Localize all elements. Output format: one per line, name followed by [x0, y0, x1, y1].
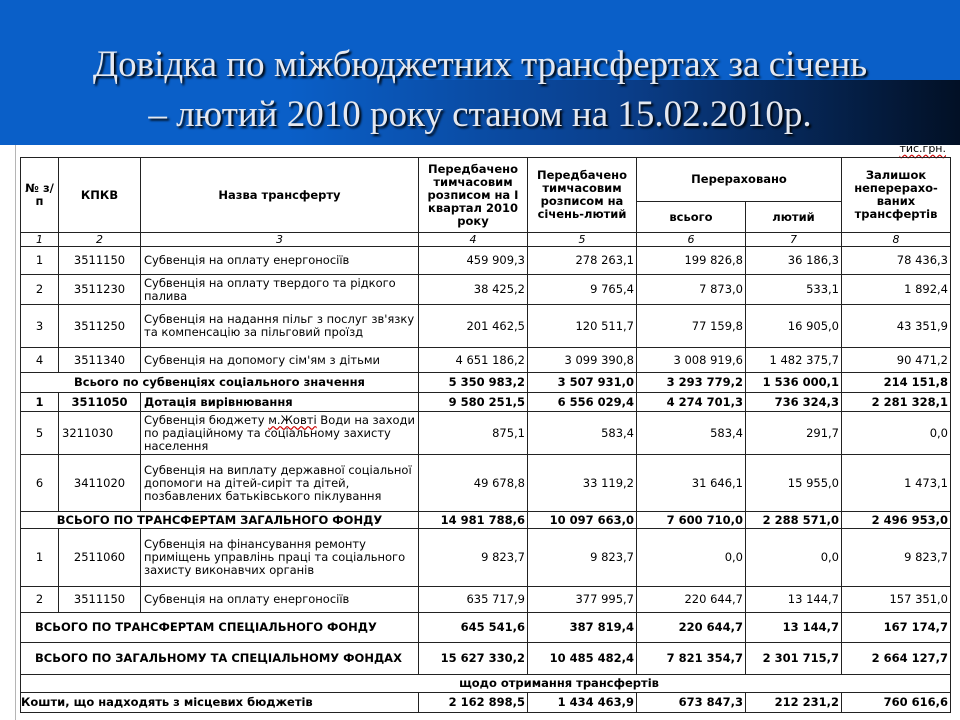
row-v6: 673 847,3 [637, 693, 746, 713]
section-row [21, 675, 951, 693]
row-v6: 7 821 354,7 [637, 643, 746, 675]
row-num: 5 [21, 412, 59, 455]
row-v8: 214 151,8 [842, 373, 951, 393]
col-number: 2 [59, 233, 141, 247]
row-v4: 15 627 330,2 [419, 643, 528, 675]
row-v8: 90 471,2 [842, 348, 951, 373]
table-row [21, 455, 951, 512]
row-v5: 9 823,7 [528, 529, 637, 587]
row-v6: 583,4 [637, 412, 746, 455]
row-v8: 78 436,3 [842, 247, 951, 275]
row-name: Субвенція на виплату державної соціальної допомоги на дітей-сиріт та дітей, позбавлених батьківського піклування [141, 455, 419, 512]
row-v4: 49 678,8 [419, 455, 528, 512]
row-v7: 212 231,2 [746, 693, 842, 713]
row-v4: 9 580 251,5 [419, 393, 528, 412]
row-v7: 1 482 375,7 [746, 348, 842, 373]
subtotal-label: Всього по субвенціях соціального значення [21, 373, 419, 393]
header-transferred: Перераховано [637, 158, 842, 202]
row-v7: 16 905,0 [746, 305, 842, 348]
row-v7: 736 324,3 [746, 393, 842, 412]
subtotal-row [21, 613, 951, 643]
subtotal-row [21, 373, 951, 393]
row-v4: 14 981 788,6 [419, 512, 528, 529]
row-v5: 377 995,7 [528, 587, 637, 613]
total-row [21, 643, 951, 675]
row-name: Субвенція на надання пільг з послуг зв'язку та компенсацію за пільговий проїзд [141, 305, 419, 348]
row-kpkv: 3511150 [59, 247, 141, 275]
row-v7: 13 144,7 [746, 613, 842, 643]
header-num: № з/п [21, 158, 59, 233]
row-kpkv: 3511050 [59, 393, 141, 412]
row-num: 4 [21, 348, 59, 373]
row-v4: 4 651 186,2 [419, 348, 528, 373]
row-v5: 3 099 390,8 [528, 348, 637, 373]
row-v7: 13 144,7 [746, 587, 842, 613]
row-v8: 1 473,1 [842, 455, 951, 512]
row-v4: 201 462,5 [419, 305, 528, 348]
row-v6: 3 293 779,2 [637, 373, 746, 393]
slide-header [0, 0, 960, 145]
table-row [21, 275, 951, 305]
row-v8: 0,0 [842, 412, 951, 455]
row-v4: 5 350 983,2 [419, 373, 528, 393]
header-kpkv: КПКВ [59, 158, 141, 233]
transfers-table [20, 157, 951, 713]
row-v7: 0,0 [746, 529, 842, 587]
row-name-part: Води на заходи по радіаційному та соціальному захисту населення [144, 412, 415, 453]
header-name: Назва трансферту [141, 158, 419, 233]
row-v7: 2 301 715,7 [746, 643, 842, 675]
row-v5: 10 485 482,4 [528, 643, 637, 675]
table-row [21, 305, 951, 348]
row-label: Кошти, що надходять з місцевих бюджетів [21, 693, 419, 713]
table-row [21, 393, 951, 412]
row-num: 6 [21, 455, 59, 512]
col-number: 8 [842, 233, 951, 247]
row-v6: 3 008 919,6 [637, 348, 746, 373]
row-kpkv: 3411020 [59, 455, 141, 512]
row-num: 1 [21, 529, 59, 587]
section-label: щодо отримання трансфертів [21, 675, 951, 693]
total-label: ВСЬОГО ПО ЗАГАЛЬНОМУ ТА СПЕЦІАЛЬНОМУ ФОНДАХ [21, 643, 419, 675]
row-v5: 278 263,1 [528, 247, 637, 275]
row-num: 1 [21, 393, 59, 412]
col-number: 1 [21, 233, 59, 247]
row-v8: 9 823,7 [842, 529, 951, 587]
row-name [141, 412, 419, 455]
table-row [21, 412, 951, 455]
slide-border [15, 145, 16, 720]
header-transferred-feb: лютий [746, 202, 842, 233]
row-v8: 760 616,6 [842, 693, 951, 713]
col-number: 7 [746, 233, 842, 247]
subtotal-label: ВСЬОГО ПО ТРАНСФЕРТАМ ЗАГАЛЬНОГО ФОНДУ [21, 512, 419, 529]
row-name: Субвенція на оплату твердого та рідкого палива [141, 275, 419, 305]
col-number: 3 [141, 233, 419, 247]
row-v6: 7 600 710,0 [637, 512, 746, 529]
header-plan-janfeb: Передбачено тимчасовим розписом на січень-лютий [528, 158, 637, 233]
row-v5: 387 819,4 [528, 613, 637, 643]
row-kpkv: 2511060 [59, 529, 141, 587]
row-v8: 2 496 953,0 [842, 512, 951, 529]
table-row [21, 348, 951, 373]
row-v8: 1 892,4 [842, 275, 951, 305]
row-v7: 533,1 [746, 275, 842, 305]
row-v4: 459 909,3 [419, 247, 528, 275]
row-v7: 291,7 [746, 412, 842, 455]
row-v7: 36 186,3 [746, 247, 842, 275]
row-name: Дотація вирівнювання [141, 393, 419, 412]
row-v6: 31 646,1 [637, 455, 746, 512]
row-v8: 157 351,0 [842, 587, 951, 613]
row-v6: 4 274 701,3 [637, 393, 746, 412]
row-name-spellcheck: м.Жовті [268, 412, 317, 427]
title-line-2: – лютий 2010 року станом на 15.02.2010р. [148, 94, 812, 135]
row-kpkv: 3511230 [59, 275, 141, 305]
col-number: 4 [419, 233, 528, 247]
row-v8: 2 281 328,1 [842, 393, 951, 412]
row-name: Субвенція на допомогу сім'ям з дітьми [141, 348, 419, 373]
row-v4: 2 162 898,5 [419, 693, 528, 713]
row-num: 2 [21, 587, 59, 613]
row-v5: 33 119,2 [528, 455, 637, 512]
title-line-1: Довідка по міжбюджетних трансфертах за січень [92, 44, 868, 85]
row-v7: 1 536 000,1 [746, 373, 842, 393]
row-v8: 2 664 127,7 [842, 643, 951, 675]
row-v4: 9 823,7 [419, 529, 528, 587]
subtotal-label: ВСЬОГО ПО ТРАНСФЕРТАМ СПЕЦІАЛЬНОГО ФОНДУ [21, 613, 419, 643]
header-plan-q1: Передбачено тимчасовим розписом на І квартал 2010 року [419, 158, 528, 233]
row-name-part: Субвенція бюджету [144, 412, 269, 427]
row-v5: 3 507 931,0 [528, 373, 637, 393]
row-v4: 875,1 [419, 412, 528, 455]
row-num: 3 [21, 305, 59, 348]
row-kpkv: 3511150 [59, 587, 141, 613]
col-number: 6 [637, 233, 746, 247]
row-v5: 9 765,4 [528, 275, 637, 305]
row-v5: 1 434 463,9 [528, 693, 637, 713]
row-v6: 0,0 [637, 529, 746, 587]
row-num: 1 [21, 247, 59, 275]
table-row [21, 693, 951, 713]
row-kpkv: 3511340 [59, 348, 141, 373]
row-v5: 6 556 029,4 [528, 393, 637, 412]
subtotal-row [21, 512, 951, 529]
row-v6: 220 644,7 [637, 587, 746, 613]
row-kpkv: 3211030 [59, 412, 141, 455]
row-v7: 2 288 571,0 [746, 512, 842, 529]
row-v8: 43 351,9 [842, 305, 951, 348]
row-v4: 38 425,2 [419, 275, 528, 305]
row-name: Субвенція на фінансування ремонту приміщень управлінь праці та соціального захисту виконавчих органів [141, 529, 419, 587]
table-row [21, 587, 951, 613]
header-balance: Залишок неперерахо-ваних трансфертів [842, 158, 951, 233]
row-v5: 583,4 [528, 412, 637, 455]
row-v5: 120 511,7 [528, 305, 637, 348]
row-v5: 10 097 663,0 [528, 512, 637, 529]
row-v6: 77 159,8 [637, 305, 746, 348]
table-row [21, 529, 951, 587]
row-v7: 15 955,0 [746, 455, 842, 512]
row-num: 2 [21, 275, 59, 305]
col-number: 5 [528, 233, 637, 247]
header-transferred-total: всього [637, 202, 746, 233]
unit-label: тис.грн. [899, 142, 946, 155]
row-v4: 635 717,9 [419, 587, 528, 613]
row-v6: 199 826,8 [637, 247, 746, 275]
row-name: Субвенція на оплату енергоносіїв [141, 247, 419, 275]
row-name: Субвенція на оплату енергоносіїв [141, 587, 419, 613]
slide-title [0, 40, 960, 140]
row-kpkv: 3511250 [59, 305, 141, 348]
table-row [21, 247, 951, 275]
row-v6: 7 873,0 [637, 275, 746, 305]
row-v8: 167 174,7 [842, 613, 951, 643]
row-v4: 645 541,6 [419, 613, 528, 643]
column-numbers-row [21, 233, 951, 247]
row-v6: 220 644,7 [637, 613, 746, 643]
